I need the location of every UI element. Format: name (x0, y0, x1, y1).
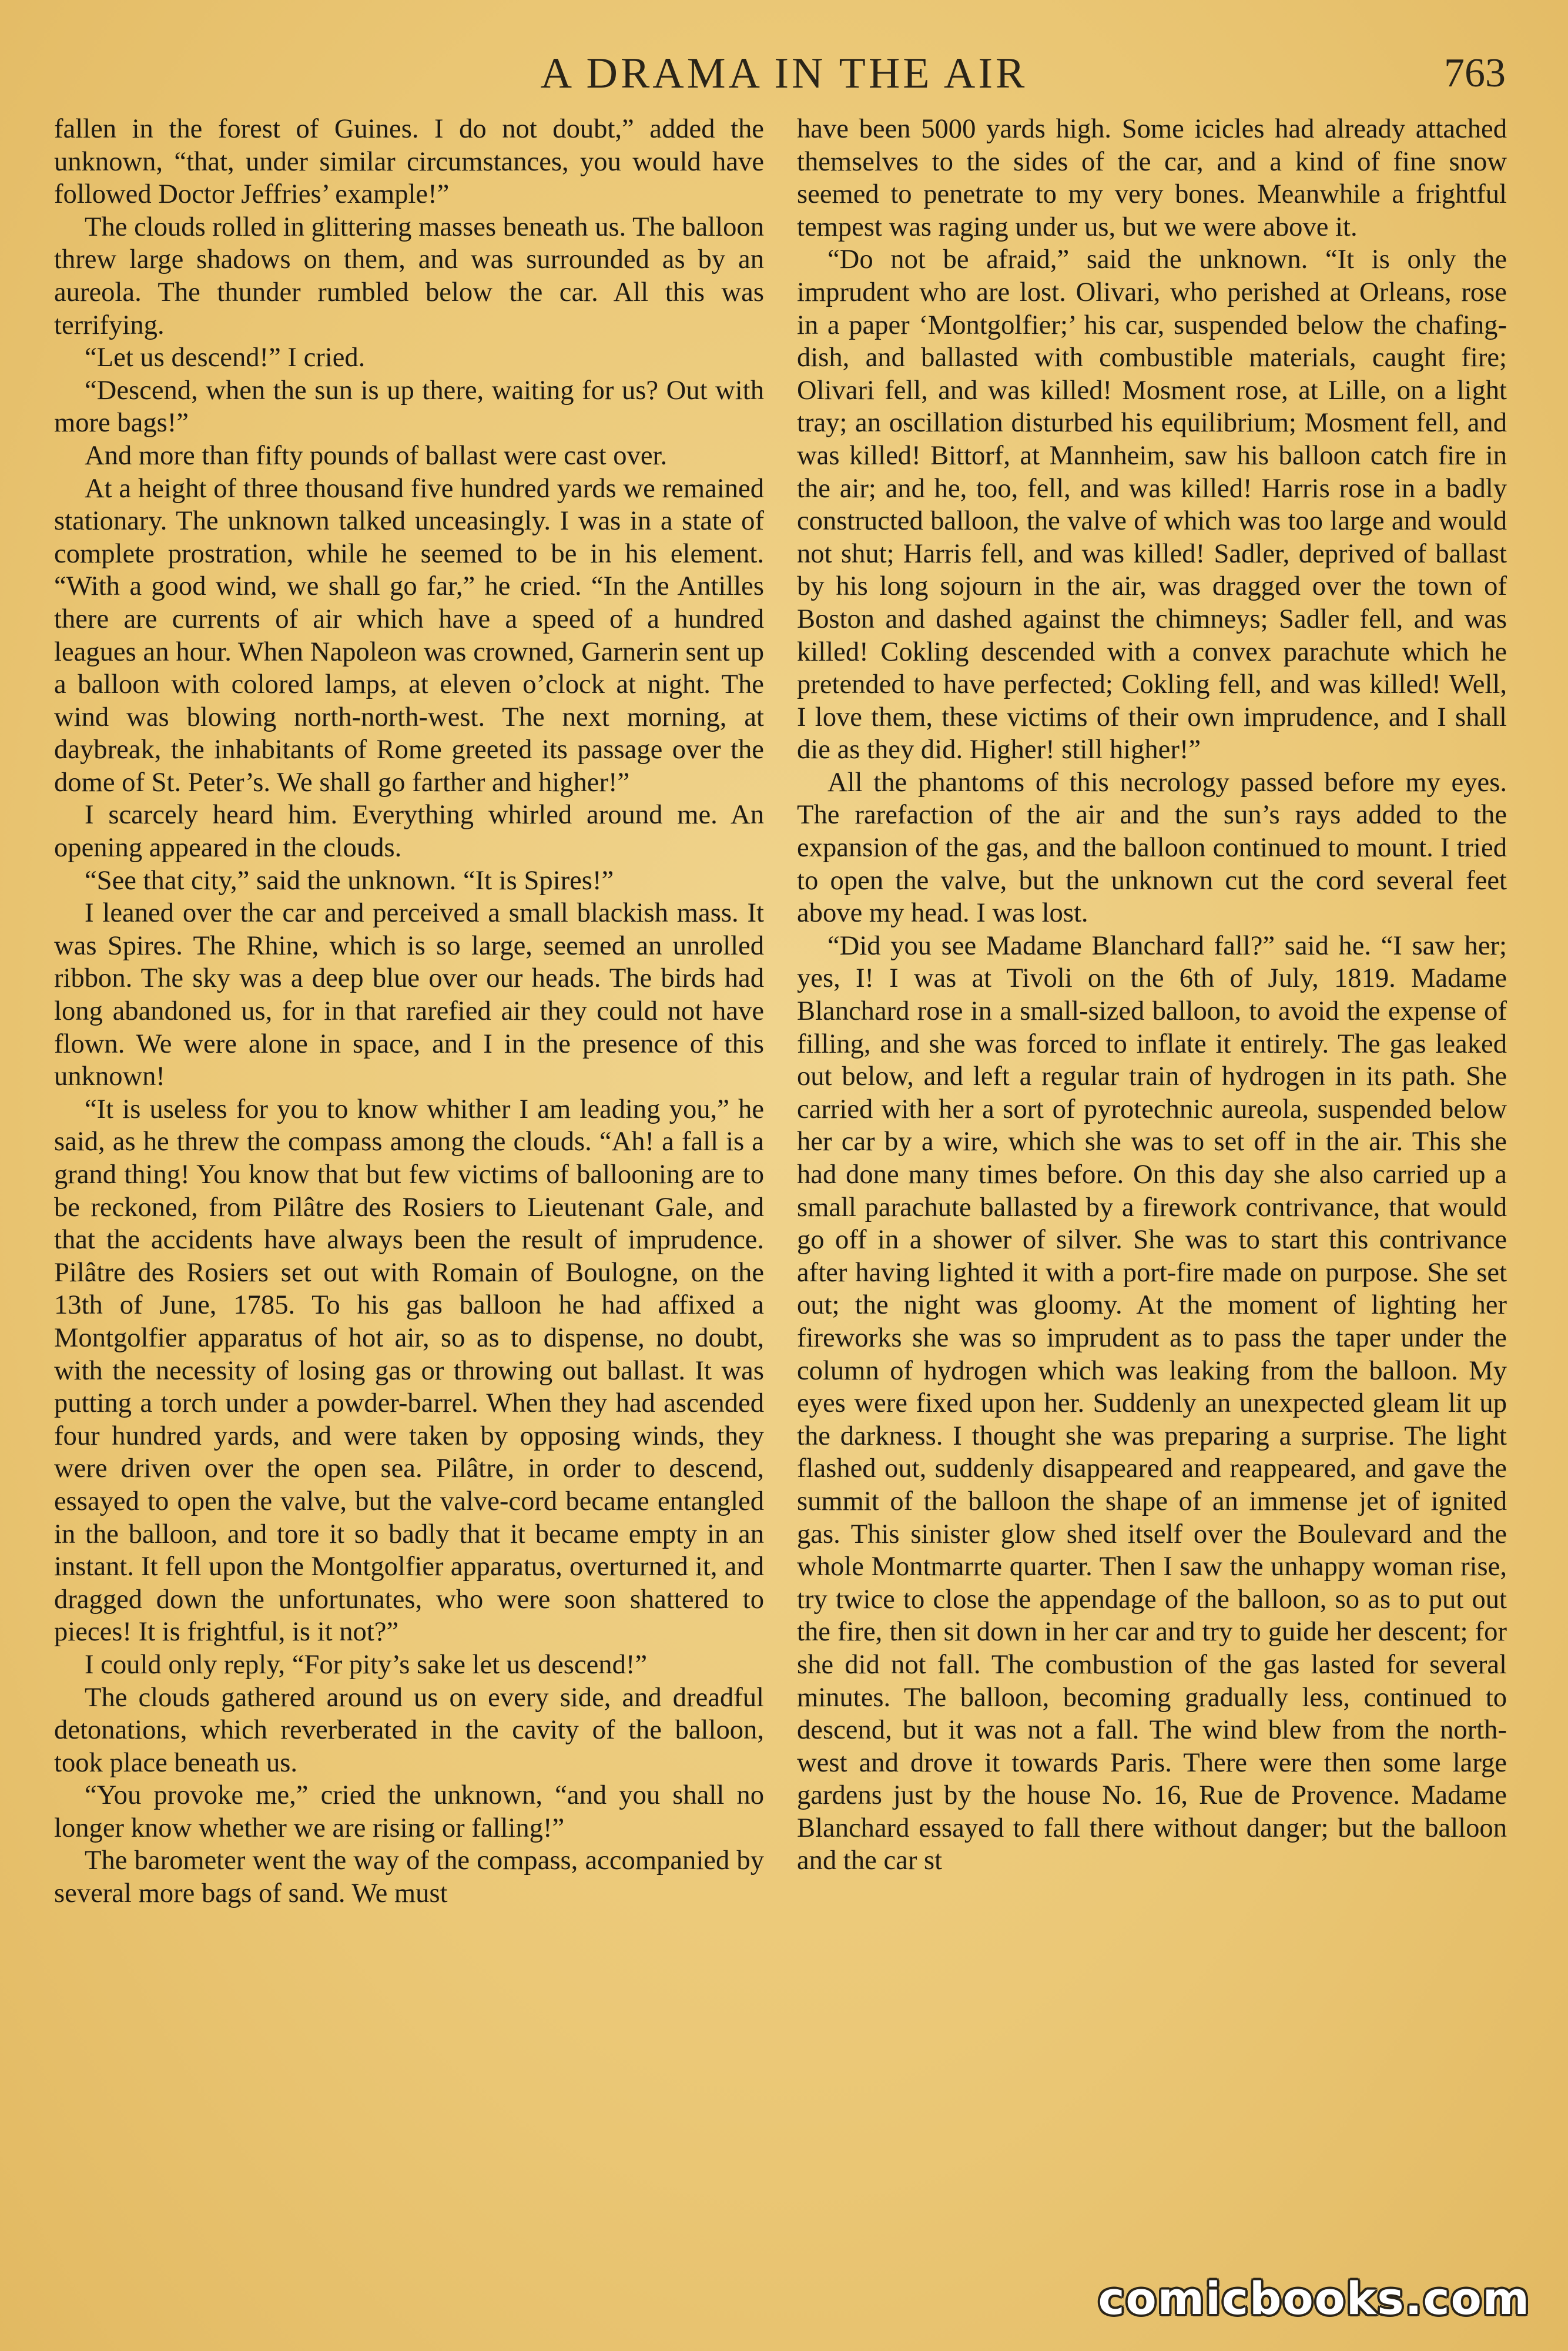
paragraph: “Did you see Madame Blanchard fall?” said he. “I saw her; yes, I! I was at Tivoli on the 6th of July, 1819. Madame Blanchard rose in a small-sized balloon, to avoid the expense of filling, and she was forced to inflate it entirely. The gas leaked out below, and left a regular train of hydrogen in its path. She carried with her a sort of pyrotechnic aureola, suspended below her car by a wire, which she was to set off in the air. This she had done many times before. On this day she also carried up a small parachute ballasted by a firework contrivance, that would go off in a shower of silver. She was to start this contrivance after having lighted it with a port-fire made on purpose. She set out; the night was gloomy. At the moment of lighting her fireworks she was so imprudent as to pass the taper under the column of hydrogen which was leaking from the balloon. My eyes were fixed upon her. Suddenly an unexpected gleam lit up the darkness. I thought she was preparing a surprise. The light flashed out, suddenly disappeared and reappeared, and gave the summit of the balloon the shape of an immense jet of ignited gas. This sinister glow shed itself over the Boulevard and the whole Montmarrte quarter. Then I saw the unhappy woman rise, try twice to close the appendage of the balloon, so as to put out the fire, then sit down in her car and try to guide her descent; for she did not fall. The combustion of the gas lasted for several minutes. The balloon, becoming gradually less, continued to descend, but it was not a fall. The wind blew from the north-west and drove it towards Paris. There were then some large gardens just by the house No. 16, Rue de Provence. Madame Blanchard essayed to fall there without danger; but the balloon and the car st (797, 930, 1507, 1876)
running-title: A DRAMA IN THE AIR (540, 49, 1028, 98)
paragraph: I could only reply, “For pity’s sake let us descend!” (85, 1649, 648, 1680)
paragraph: “It is useless for you to know whither I am leading you,” he said, as he threw the compass among the clouds. “Ah! a fall is a grand thing! You know that but few victims of ballooning are to be reckoned, from Pilâtre des Rosiers to Lieutenant Gale, and that the accidents have always been the result of imprudence. Pilâtre des Rosiers set out with Romain of Boulogne, on the 13th of June, 1785. To his gas balloon he had affixed a Montgolfier apparatus of hot air, so as to dispense, no doubt, with the necessity of losing gas or throwing out ballast. It was putting a torch under a powder-barrel. When they had ascended four hundred yards, and were taken by opposing winds, they were driven over the open sea. Pilâtre, in order to descend, essayed to open the valve, but the valve-cord became entangled in the balloon, and tore it so badly that it became empty in an instant. It fell upon the Montgolfier apparatus, overturned it, and dragged down the unfortunates, who were soon shattered to pieces! It is frightful, is it not?” (54, 1093, 764, 1647)
paragraph: I scarcely heard him. Everything whirled around me. An opening appeared in the clouds. (54, 799, 764, 863)
paragraph: The clouds gathered around us on every side, and dreadful detonations, which reverberated in the cavity of the balloon, took place beneath us. (54, 1682, 764, 1778)
page-number: 763 (1444, 51, 1506, 96)
left-column (54, 113, 764, 1910)
paragraph: All the phantoms of this necrology passed before my eyes. The rarefaction of the air and the sun’s rays added to the expansion of the gas, and the balloon continued to mount. I tried to open the valve, but the unknown cut the cord several feet above my head. I was lost. (797, 766, 1507, 929)
paragraph: “Do not be afraid,” said the unknown. “It is only the imprudent who are lost. Olivari, who perished at Orleans, rose in a paper ‘Montgolfier;’ his car, suspended below the chafing-dish, and ballasted with combustible materials, caught fire; Olivari fell, and was killed! Mosment rose, at Lille, on a light tray; an oscillation disturbed his equilibrium; Mosment fell, and was killed! Bittorf, at Mannheim, saw his balloon catch fire in the air; and he, too, fell, and was killed! Harris rose in a badly constructed balloon, the valve of which was too large and would not shut; Harris fell, and was killed! Sadler, deprived of ballast by his long sojourn in the air, was dragged over the town of Boston and dashed against the chimneys; Sadler fell, and was killed! Cokling descended with a convex parachute which he pretended to have perfected; Cokling fell, and was killed! Well, I love them, these victims of their own imprudence, and I shall die as they did. Higher! still higher!” (797, 244, 1507, 765)
watermark: comicbooks.com (1098, 2272, 1530, 2325)
paragraph: “See that city,” said the unknown. “It is Spires!” (85, 865, 614, 896)
paragraph: The barometer went the way of the compass, accompanied by several more bags of sand. We must (54, 1845, 764, 1909)
paragraph: “Descend, when the sun is up there, waiting for us? Out with more bags!” (54, 374, 764, 438)
paragraph: At a height of three thousand five hundred yards we remained stationary. The unknown talked unceasingly. I was in a state of complete prostration, while he seemed to be in his element. “With a good wind, we shall go far,” he cried. “In the Antilles there are currents of air which have a speed of a hundred leagues an hour. When Napoleon was crowned, Garnerin sent up a balloon with colored lamps, at eleven o’clock at night. The wind was blowing north-north-west. The next morning, at daybreak, the inhabitants of Rome greeted its passage over the dome of St. Peter’s. We shall go farther and higher!” (54, 473, 764, 798)
paragraph: The clouds rolled in glittering masses beneath us. The balloon threw large shadows on them, and was surrounded as by an aureola. The thunder rumbled below the car. All this was terrifying. (54, 211, 764, 340)
paragraph: I leaned over the car and perceived a small blackish mass. It was Spires. The Rhine, which is so large, seemed an unrolled ribbon. The sky was a deep blue over our heads. The birds had long abandoned us, for in that rarefied air they could not have flown. We were alone in space, and I in the presence of this unknown! (54, 897, 764, 1092)
running-head (0, 41, 1568, 106)
right-column (797, 113, 1507, 1877)
paragraph: And more than fifty pounds of ballast were cast over. (85, 440, 668, 471)
paragraph: have been 5000 yards high. Some icicles had already attached themselves to the sides of the car, and a kind of fine snow seemed to penetrate to my very bones. Meanwhile a frightful tempest was raging under us, but we were above it. (797, 113, 1507, 242)
paragraph: fallen in the forest of Guines. I do not doubt,” added the unknown, “that, under similar circumstances, you would have followed Doctor Jeffries’ example!” (54, 113, 764, 210)
paragraph: “Let us descend!” I cried. (85, 342, 366, 373)
paragraph: “You provoke me,” cried the unknown, “and you shall no longer know whether we are rising or falling!” (54, 1780, 764, 1843)
